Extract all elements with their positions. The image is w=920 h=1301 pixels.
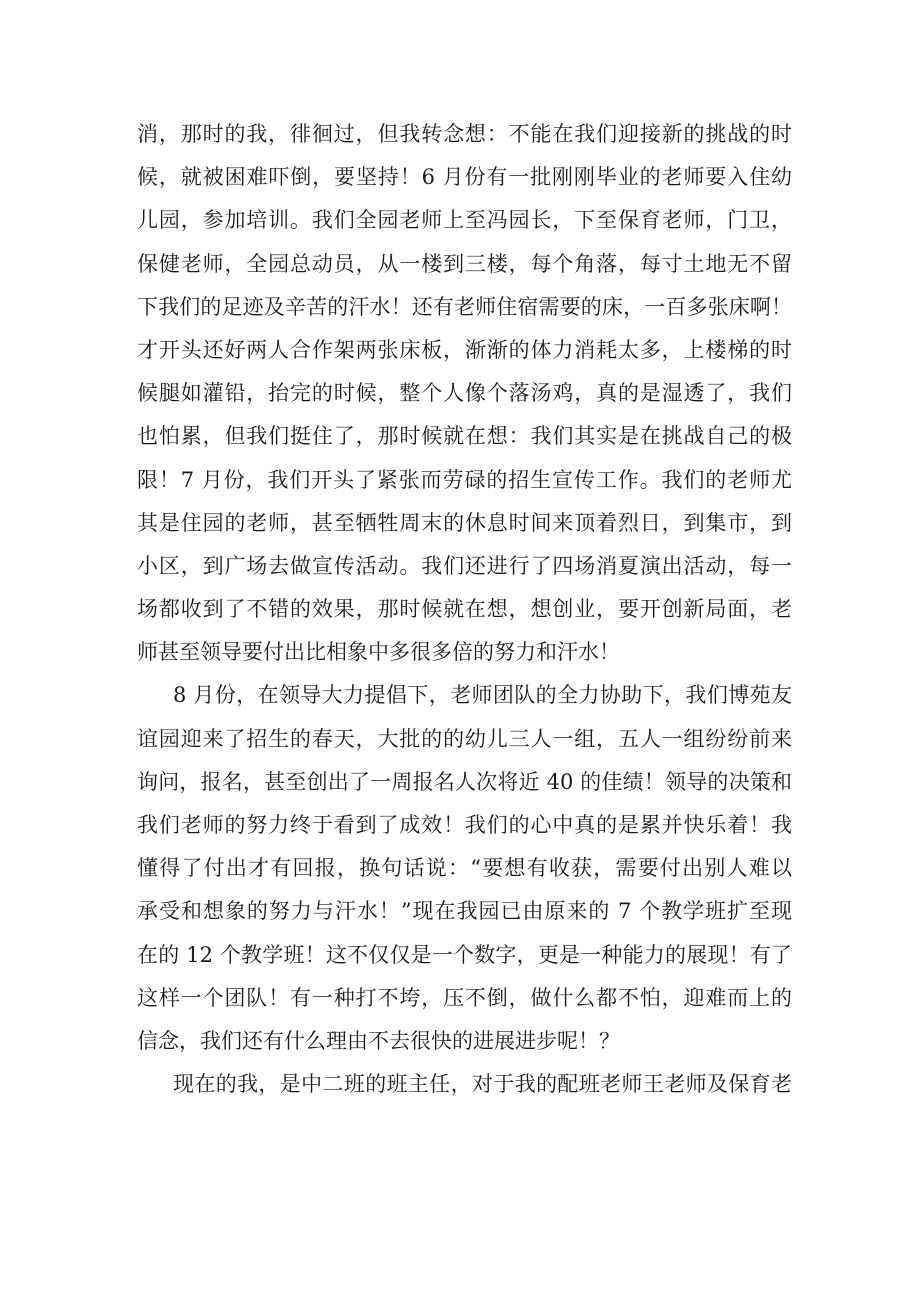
text-line: 这样一个团队！有一种打不垮，压不倒，做什么都不怕，迎难而上的 bbox=[137, 985, 792, 1010]
text-line: 候，就被困难吓倒，要坚持！6 月份有一批刚刚毕业的老师要入住幼 bbox=[137, 165, 792, 190]
text-line: 限！7 月份，我们开头了紧张而劳碌的招生宣传工作。我们的老师尤 bbox=[137, 467, 792, 492]
text-line: 谊园迎来了招生的春天，大批的的幼儿三人一组，五人一组纷纷前来 bbox=[137, 726, 792, 751]
text-line: 信念，我们还有什么理由不去很快的进展进步呢！？ bbox=[137, 1028, 620, 1053]
text-line: 下我们的足迹及辛苦的汗水！还有老师住宿需要的床，一百多张床啊！ bbox=[137, 294, 792, 319]
text-line: 才开头还好两人合作架两张床板，渐渐的体力消耗太多，上楼梯的时 bbox=[137, 337, 792, 362]
text-line: 小区，到广场去做宣传活动。我们还进行了四场消夏演出活动，每一 bbox=[137, 553, 792, 578]
text-line: 懂得了付出才有回报，换句话说：“要想有收获，需要付出别人难以 bbox=[137, 856, 792, 881]
text-line: 消，那时的我，徘徊过，但我转念想：不能在我们迎接新的挑战的时 bbox=[137, 122, 792, 146]
text-line: 也怕累，但我们挺住了，那时候就在想：我们其实是在挑战自己的极 bbox=[137, 424, 792, 449]
text-line: 现在的我，是中二班的班主任，对于我的配班老师王老师及保育老 bbox=[173, 1072, 792, 1097]
body-text bbox=[137, 113, 792, 1106]
text-line: 场都收到了不错的效果，那时候就在想，想创业，要开创新局面，老 bbox=[137, 597, 792, 622]
text-line: 儿园，参加培训。我们全园老师上至冯园长，下至保育老师，门卫， bbox=[137, 208, 792, 233]
text-line: 保健老师，全园总动员，从一楼到三楼，每个角落，每寸土地无不留 bbox=[137, 251, 792, 276]
text-line: 询问，报名，甚至创出了一周报名人次将近 40 的佳绩！领导的决策和 bbox=[137, 769, 792, 794]
text-line: 我们老师的努力终于看到了成效！我们的心中真的是累并快乐着！我 bbox=[137, 813, 792, 837]
text-line: 师甚至领导要付出比相象中多很多倍的努力和汗水！ bbox=[137, 640, 620, 665]
text-line: 8 月份，在领导大力提倡下，老师团队的全力协助下，我们博苑友 bbox=[173, 683, 792, 708]
text-line: 在的 12 个教学班！这不仅仅是一个数字，更是一种能力的展现！有了 bbox=[137, 942, 792, 967]
text-line: 其是住园的老师，甚至牺牲周末的休息时间来顶着烈日，到集市，到 bbox=[137, 510, 792, 535]
text-line: 承受和想象的努力与汗水！”现在我园已由原来的 7 个教学班扩至现 bbox=[137, 899, 792, 924]
text-line: 候腿如灌铅，抬完的时候，整个人像个落汤鸡，真的是湿透了，我们 bbox=[137, 381, 792, 406]
